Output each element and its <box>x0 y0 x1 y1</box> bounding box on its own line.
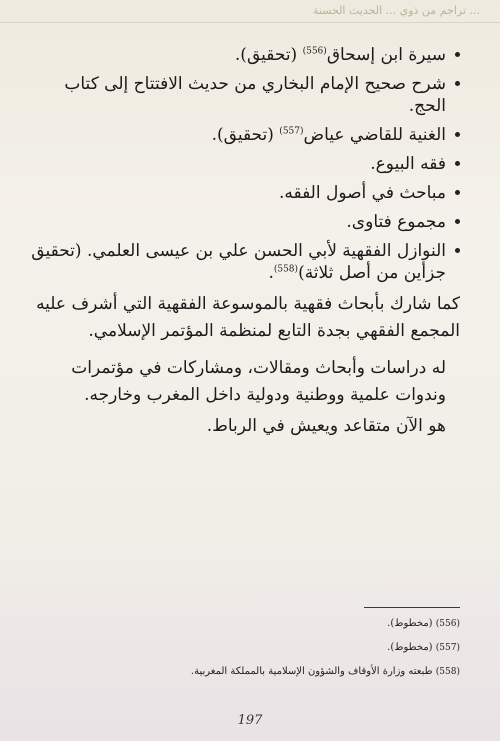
footnote-ref: (557) <box>279 126 304 137</box>
footnote-number: (556) <box>435 619 460 629</box>
running-header: ... تراجم من ذوي ... الحديث الحسنة <box>312 4 480 17</box>
bullet-text: الغنية للقاضي عياض <box>303 125 446 145</box>
bullet-dot <box>455 248 460 253</box>
bullet-text: فقه البيوع. <box>370 154 446 174</box>
bullet-item <box>28 182 460 204</box>
bullet-item <box>28 211 460 233</box>
footnote <box>130 636 460 660</box>
bullet-item <box>28 44 460 66</box>
bullet-item <box>28 73 460 117</box>
footnote-number: (558) <box>435 667 460 677</box>
bullet-dot <box>455 132 460 137</box>
bullet-dot <box>455 161 460 166</box>
paragraph: هو الآن متقاعد ويعيش في الرباط. <box>206 416 446 436</box>
paragraph: له دراسات وأبحاث ومقالات، ومشاركات في مؤتمرات وندوات علمية ووطنية ودولية داخل المغرب وخارجه. <box>71 358 446 405</box>
header-rule <box>0 22 500 23</box>
bullet-text: شرح صحيح الإمام البخاري من حديث الافتتاح إلى كتاب الحج. <box>64 74 446 116</box>
bullet-suffix: (تحقيق). <box>234 45 303 65</box>
bullet-dot <box>455 219 460 224</box>
bullet-item <box>28 240 460 284</box>
footnote-number: (557) <box>435 643 460 653</box>
bullet-dot <box>455 81 460 86</box>
bullet-suffix: . <box>268 263 274 283</box>
footnote-text: طبعته وزارة الأوقاف والشؤون الإسلامية بالمملكة المغربية. <box>190 666 433 677</box>
bullet-text: سيرة ابن إسحاق <box>326 45 446 65</box>
bullet-text: مجموع فتاوى. <box>346 212 446 232</box>
bullet-item <box>28 153 460 175</box>
bullet-text: مباحث في أصول الفقه. <box>278 183 446 203</box>
footnotes <box>130 612 460 684</box>
footnote-ref: (558) <box>273 264 299 275</box>
footnote-text: (مخطوط). <box>387 642 433 653</box>
bullet-suffix: (تحقيق). <box>211 125 280 145</box>
footnote <box>130 612 460 636</box>
footnote-text: (مخطوط). <box>387 618 433 629</box>
bullet-text: النوازل الفقهية لأبي الحسن علي بن عيسى العلمي. (تحقيق جزأين من أصل ثلاثة) <box>31 241 446 283</box>
footnote-ref: (556) <box>302 46 327 57</box>
bullet-item <box>28 124 460 146</box>
paragraph: كما شارك بأبحاث فقهية بالموسوعة الفقهية التي أشرف عليه المجمع الفقهي بجدة التابع لمنظمة المؤتمر الإسلامي. <box>36 294 460 341</box>
page-body <box>28 44 460 440</box>
footnote-separator <box>364 607 460 608</box>
page-number: 197 <box>237 713 263 728</box>
bullet-dot <box>455 190 460 195</box>
bullet-dot <box>455 52 460 57</box>
footnote <box>130 660 460 684</box>
